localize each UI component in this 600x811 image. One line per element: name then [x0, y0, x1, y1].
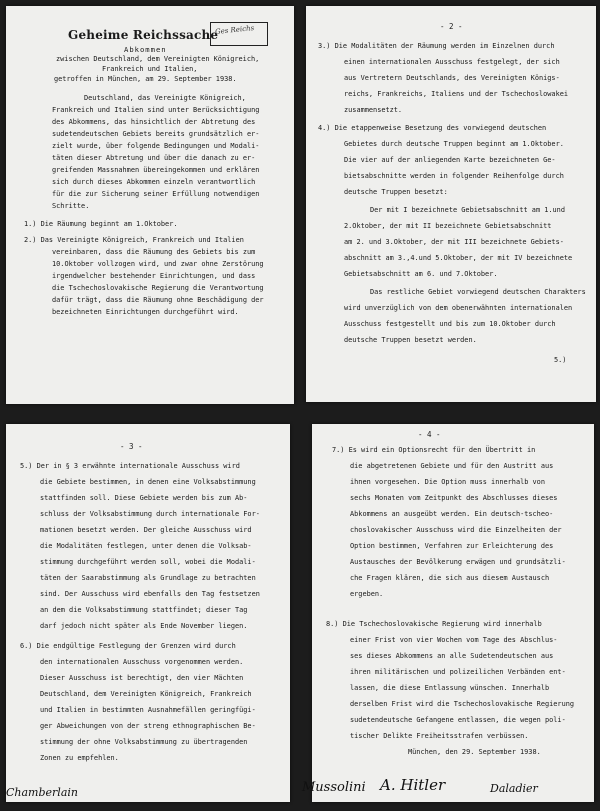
text-line: zwischen Deutschland, dem Vereinigten Königreich,	[56, 55, 260, 63]
text-line: vereinbaren, dass die Räumung des Gebiets bis zum	[52, 248, 256, 256]
text-line: zielt wurde, über folgende Bedingungen und Modali-	[52, 142, 260, 150]
text-line: aus Vertretern Deutschlands, des Vereinigten Königs-	[344, 74, 560, 82]
text-line: Deutschland, dem Vereinigten Königreich, Frankreich	[40, 690, 252, 698]
text-line: Zonen zu empfehlen.	[40, 754, 119, 762]
secret-stamp-title: Geheime Reichssache	[68, 28, 219, 42]
text-line: bietsabschnitte werden in folgender Reihenfolge durch	[344, 172, 564, 180]
text-line: abschnitt am 3.,4.und 5.Oktober, der mit IV bezeichnete	[344, 254, 573, 262]
text-line: Frankreich und Italien sind unter Berücksichtigung	[52, 106, 260, 114]
text-line: mationen besetzt werden. Der gleiche Ausschuss wird	[40, 526, 252, 534]
text-line: Frankreich und Italien,	[102, 65, 198, 73]
text-line: den internationalen Ausschuss vorgenommen werden.	[40, 658, 244, 666]
text-line: stimmung durchgeführt werden soll, wobei die Modali-	[40, 558, 256, 566]
continuation-marker: 5.)	[554, 356, 567, 364]
text-line: einer Frist von vier Wochen vom Tage des Abschlus-	[350, 636, 558, 644]
text-line: sind. Der Ausschuss wird ebenfalls den Tag festsetzen	[40, 590, 260, 598]
article-3: 3.) Die Modalitäten der Räumung werden im Einzelnen durch	[318, 42, 555, 50]
article-2: 2.) Das Vereinigte Königreich, Frankreich und Italien	[24, 236, 244, 244]
signature: Mussolini	[302, 780, 366, 795]
text-line: und Italien in bestimmten Ausnahmefällen geringfügi-	[40, 706, 256, 714]
text-line: Austausches der Bevölkerung erwägen und grundsätzli-	[350, 558, 566, 566]
text-line: wird unverzüglich von dem obenerwähnten internationalen	[344, 304, 573, 312]
registry-stamp	[210, 22, 268, 46]
text-line: deutsche Truppen besetzt werden.	[344, 336, 477, 344]
text-line: Deutschland, das Vereinigte Königreich,	[84, 94, 246, 102]
text-line: choslovakischer Ausschuss wird die Einzelheiten der	[350, 526, 562, 534]
text-line: zusammensetzt.	[344, 106, 403, 114]
article-5: 5.) Der in § 3 erwähnte internationale Ausschuss wird	[20, 462, 240, 470]
text-line: bezeichneten Einrichtungen durchgeführt wird.	[52, 308, 239, 316]
registry-stamp-text: Ges Reichs	[214, 23, 255, 37]
text-line: des Abkommens, das hinsichtlich der Abtretung des	[52, 118, 256, 126]
text-line: darf jedoch nicht später als Ende November liegen.	[40, 622, 248, 630]
text-line: tischer Delikte Freiheitsstrafen verbüssen.	[350, 732, 529, 740]
text-line: ergeben.	[350, 590, 384, 598]
text-line: stimmung der ohne Volksabstimmung zu übertragenden	[40, 738, 248, 746]
text-line: irgendwelcher bestehender Einrichtungen, und dass	[52, 272, 256, 280]
text-line: täten der Saarabstimmung als Grundlage zu betrachten	[40, 574, 256, 582]
text-line: die Tschechoslovakische Regierung die Verantwortung	[52, 284, 264, 292]
text-line: Schritte.	[52, 202, 90, 210]
text-line: Das restliche Gebiet vorwiegend deutschen Charakters	[370, 288, 586, 296]
text-line: sechs Monaten vom Zeitpunkt des Abschlusses dieses	[350, 494, 558, 502]
text-line: Abkommens an ausgeübt werden. Ein deutsch-tscheo-	[350, 510, 554, 518]
text-line: die abgetretenen Gebiete und für den Austritt aus	[350, 462, 554, 470]
text-line: für die zur Sicherung seiner Erfüllung notwendigen	[52, 190, 260, 198]
text-line: ses dieses Abkommens an alle Sudetendeutschen aus	[350, 652, 554, 660]
text-line: Gebietsabschnitt am 6. und 7.Oktober.	[344, 270, 498, 278]
text-line: stattfinden soll. Diese Gebiete werden bis zum Ab-	[40, 494, 248, 502]
article-6: 6.) Die endgültige Festlegung der Grenzen wird durch	[20, 642, 236, 650]
page-number: - 2 -	[440, 22, 463, 31]
text-line: einen internationalen Ausschuss festgelegt, der sich	[344, 58, 560, 66]
text-line: greifenden Massnahmen übereingekommen und erklären	[52, 166, 260, 174]
page-3	[6, 424, 290, 802]
text-line: 2.Oktober, der mit II bezeichnete Gebietsabschnitt	[344, 222, 552, 230]
text-line: sudetendeutsche Gefangene entlassen, die wegen poli-	[350, 716, 566, 724]
signature: Daladier	[490, 782, 538, 795]
text-line: täten dieser Abtretung und über die danach zu er-	[52, 154, 256, 162]
signature: Chamberlain	[6, 786, 78, 799]
page-4	[312, 424, 594, 802]
page-number: - 3 -	[120, 442, 143, 451]
text-line: ihren militärischen und polizeilichen Verbänden ent-	[350, 668, 566, 676]
date-place-line: München, den 29. September 1938.	[408, 748, 541, 756]
text-line: Dieser Ausschuss ist berechtigt, den vier Mächten	[40, 674, 244, 682]
text-line: die Modalitäten festlegen, unter denen die Volksab-	[40, 542, 252, 550]
text-line: Gebietes durch deutsche Truppen beginnt am 1.Oktober.	[344, 140, 564, 148]
text-line: derselben Frist wird die Tschechoslovakische Regierung	[350, 700, 575, 708]
text-line: ihnen vorgesehen. Die Option muss innerhalb von	[350, 478, 545, 486]
text-line: die Gebiete bestimmen, in denen eine Volksabstimmung	[40, 478, 256, 486]
text-line: lassen, die diese Entlassung wünschen. Innerhalb	[350, 684, 550, 692]
doc-heading: Abkommen	[124, 45, 167, 54]
text-line: Die vier auf der anliegenden Karte bezeichneten Ge-	[344, 156, 556, 164]
article-7: 7.) Es wird ein Optionsrecht für den Übertritt in	[332, 446, 536, 454]
text-line: dafür trägt, dass die Räumung ohne Beschädigung der	[52, 296, 264, 304]
page-2	[306, 6, 596, 402]
text-line: am 2. und 3.Oktober, der mit III bezeichnete Gebiets-	[344, 238, 564, 246]
signature: A. Hitler	[380, 776, 446, 794]
text-line: sich durch dieses Abkommen einzeln verantwortlich	[52, 178, 256, 186]
page-number: - 4 -	[418, 430, 441, 439]
text-line: sudetendeutschen Gebiets bereits grundsätzlich er-	[52, 130, 260, 138]
article-1: 1.) Die Räumung beginnt am 1.Oktober.	[24, 220, 178, 228]
text-line: che Fragen klären, die sich aus diesem Austausch	[350, 574, 550, 582]
text-line: schluss der Volksabstimmung durch internationale For-	[40, 510, 260, 518]
text-line: Ausschuss festgestellt und bis zum 10.Oktober durch	[344, 320, 556, 328]
text-line: ger Abweichungen von der streng ethnographischen Be-	[40, 722, 256, 730]
article-8: 8.) Die Tschechoslovakische Regierung wird innerhalb	[326, 620, 542, 628]
text-line: getroffen in München, am 29. September 1938.	[54, 75, 237, 83]
text-line: an dem die Volksabstimmung stattfindet; dieser Tag	[40, 606, 248, 614]
page-1	[6, 6, 294, 404]
text-line: 10.Oktober vollzogen wird, und zwar ohne Zerstörung	[52, 260, 264, 268]
text-line: Der mit I bezeichnete Gebietsabschnitt am 1.und	[370, 206, 565, 214]
text-line: reichs, Frankreichs, Italiens und der Tschechoslowakei	[344, 90, 569, 98]
text-line: deutsche Truppen besetzt:	[344, 188, 448, 196]
article-4: 4.) Die etappenweise Besetzung des vorwiegend deutschen	[318, 124, 547, 132]
text-line: Option bestimmen, Verfahren zur Erleichterung des	[350, 542, 554, 550]
